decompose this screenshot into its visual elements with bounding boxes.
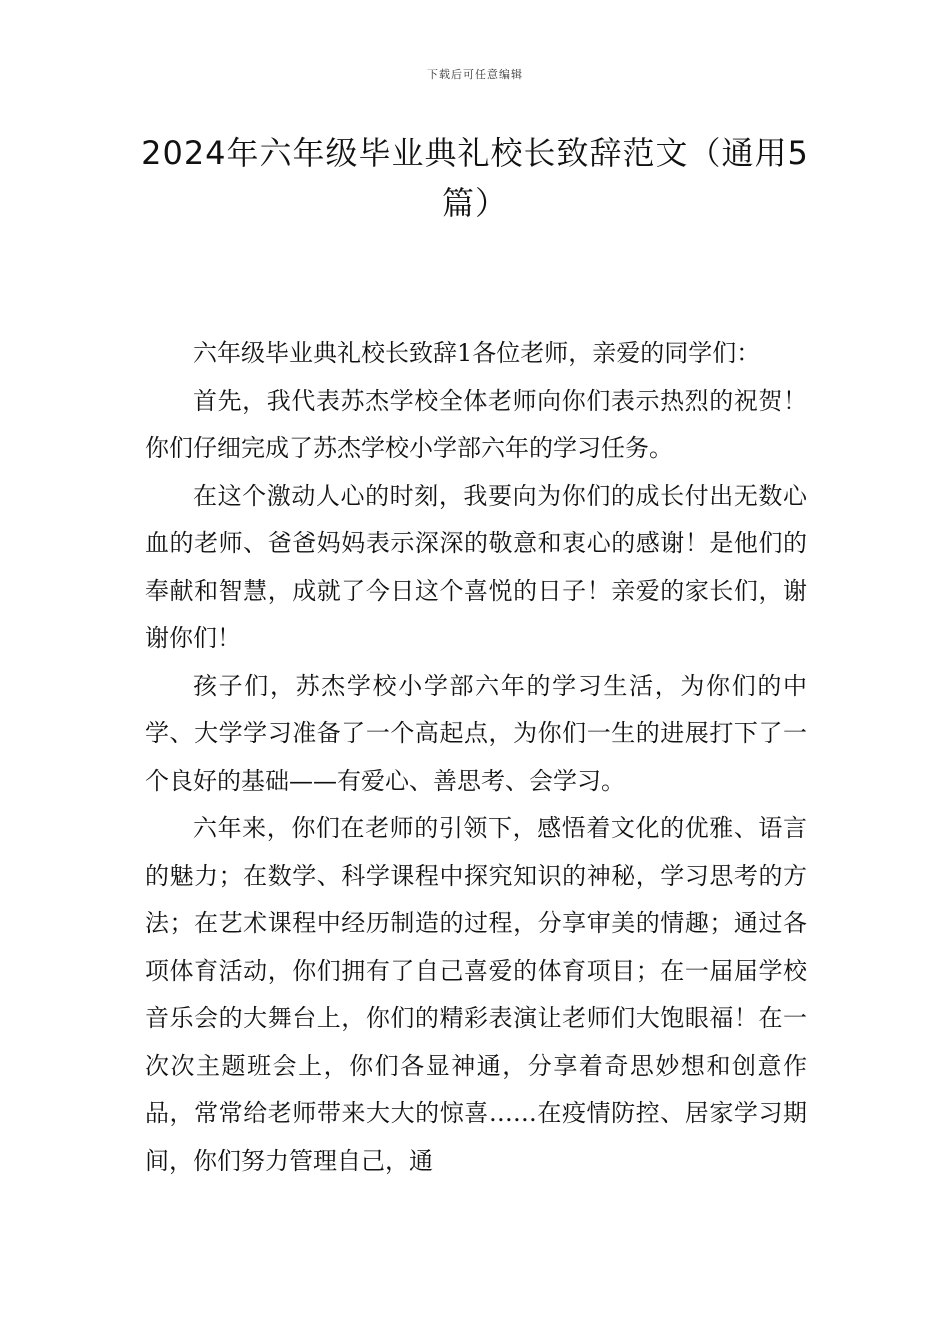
paragraph-foundation: 孩子们，苏杰学校小学部六年的学习生活，为你们的中学、大学学习准备了一个高起点，为你们一生的进展打下了一个良好的基础——有爱心、善思考、会学习。 <box>145 671 807 795</box>
paragraph-six-years: 六年来，你们在老师的引领下，感悟着文化的优雅、语言的魅力；在数学、科学课程中探究知识的神秘，学习思考的方法；在艺术课程中经历制造的过程，分享审美的情趣；通过各项体育活动，你们拥有了自己喜爱的体育项目；在一届届学校音乐会的大舞台上，你们的精彩表演让老师们大饱眼福！在一次次主题班会上，你们各显神通，分享着奇思妙想和创意作品，常常给老师带来大大的惊喜……在疫情防控、居家学习期间，你们努力管理自己，通 <box>145 814 807 1175</box>
paragraph-congratulations: 首先，我代表苏杰学校全体老师向你们表示热烈的祝贺！你们仔细完成了苏杰学校小学部六年的学习任务。 <box>145 386 807 462</box>
paragraph-salutation: 六年级毕业典礼校长致辞1各位老师，亲爱的同学们： <box>193 339 761 367</box>
document-title: 2024年六年级毕业典礼校长致辞范文（通用5篇） <box>141 134 809 222</box>
paragraph-thanks: 在这个激动人心的时刻，我要向为你们的成长付出无数心血的老师、爸爸妈妈表示深深的敬意和衷心的感谢！是他们的奉献和智慧，成就了今日这个喜悦的日子！亲爱的家长们，谢谢你们！ <box>145 481 807 652</box>
document-body <box>145 330 807 1185</box>
header-note: 下载后可任意编辑 <box>427 68 523 81</box>
